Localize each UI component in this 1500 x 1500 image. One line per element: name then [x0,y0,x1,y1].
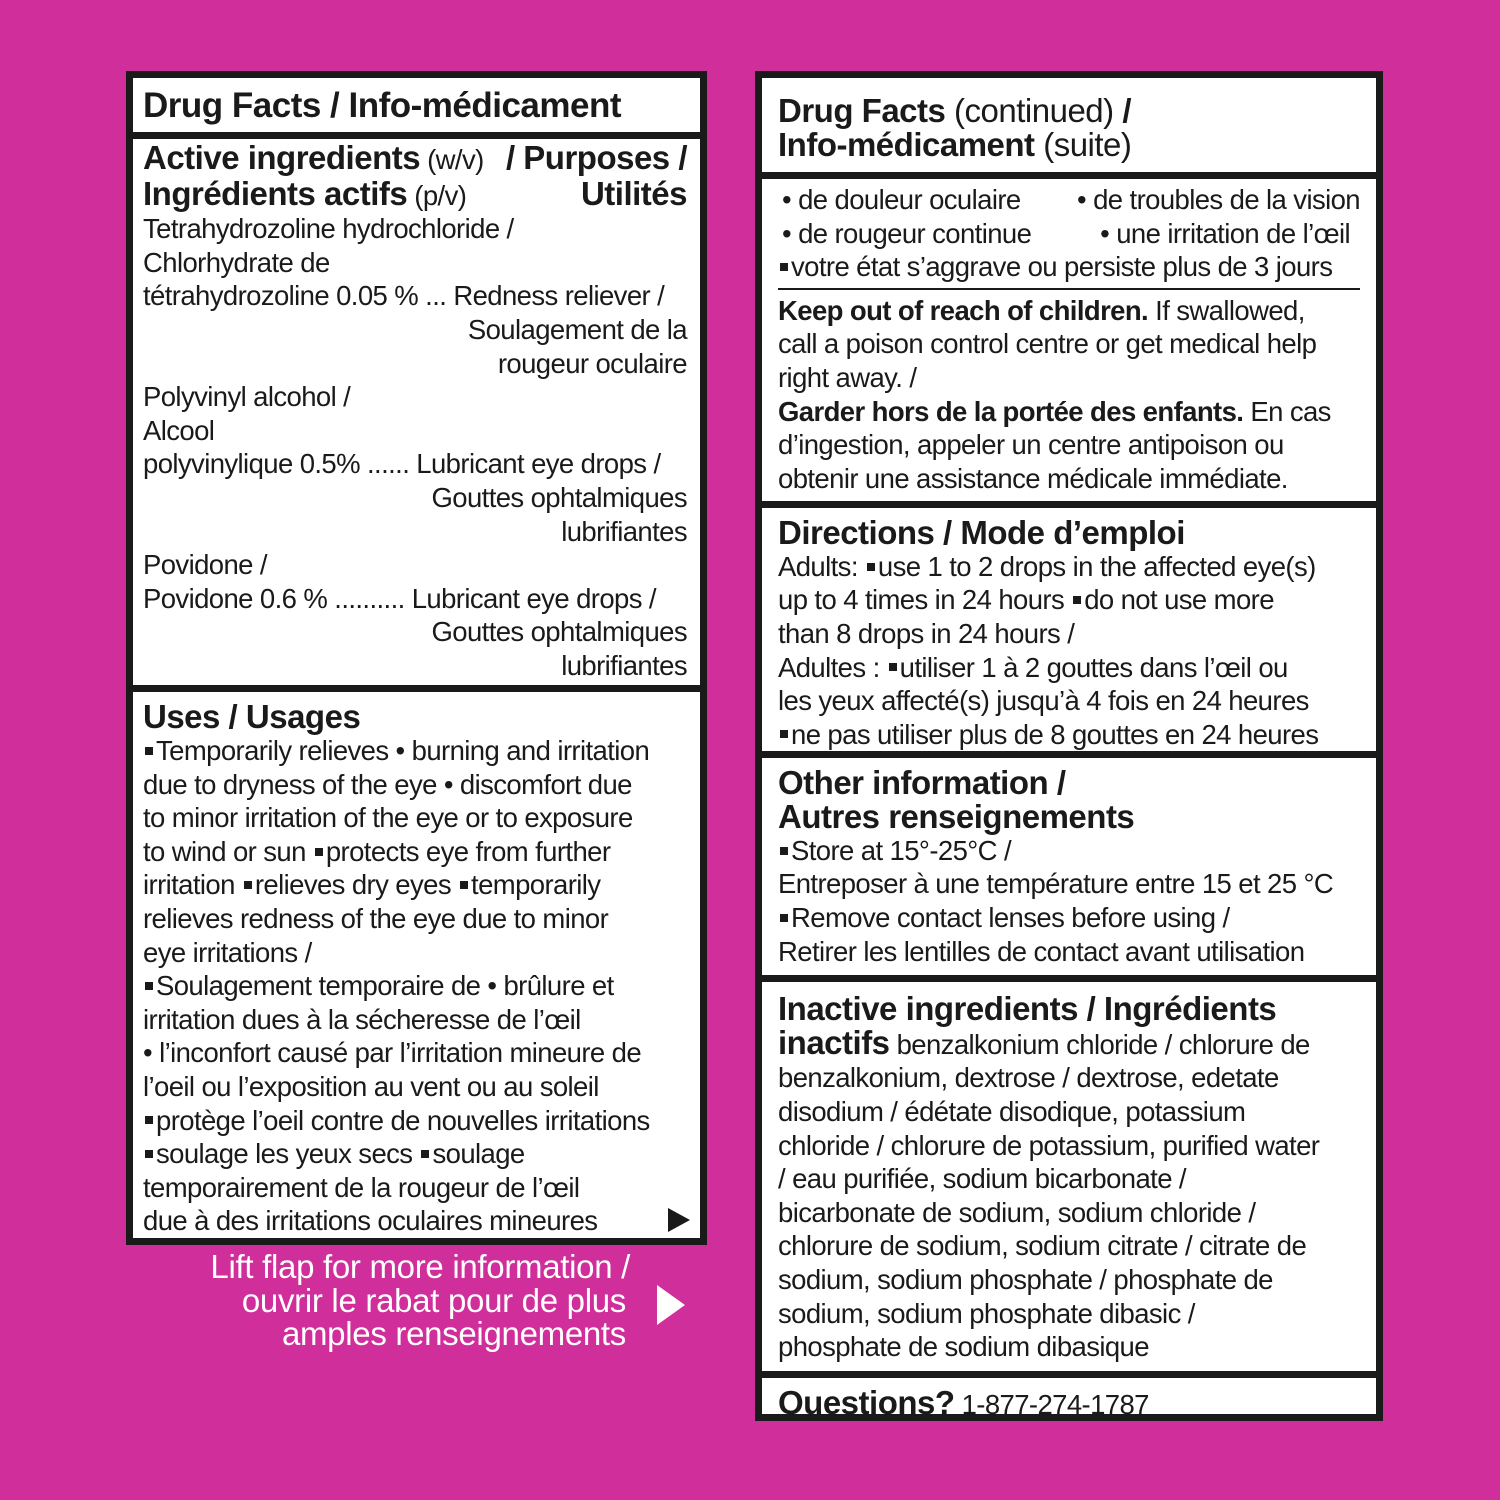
stop-use-row: votre état s’aggrave ou persiste plus de 3 jours [778,250,1360,284]
square-bullet-icon [244,881,252,889]
purpose-line: lubrifiantes [561,515,687,547]
drug-facts-title-section [133,78,700,139]
directions-line: than 8 drops in 24 hours / [778,617,1075,649]
questions-phone: 1-877-274-1787 [954,1388,1149,1420]
inactive-line: sodium, sodium phosphate dibasic / [778,1297,1195,1329]
uses-line: Temporarily relieves • burning and irritation [143,734,690,768]
flap-line: ouvrir le rabat pour de plus [241,1281,626,1319]
uses-line: soulage les yeux secs soulage [143,1137,690,1171]
active-header-row-fr [143,174,687,213]
uses-line: Soulagement temporaire de • brûlure et [143,969,690,1003]
continued-title-line-1: Drug Facts (continued) / [778,92,1131,129]
inactive-ingredients-section: Inactive ingredients / Ingrédients inactifs benzalkonium chloride / chlorure de benzalkonium, dextrose / dextrose, edetate disodium / édétate disodique, potassium chloride / chlorure de potassium, purified water / eau purifiée, sodium bicarbonate / bicarbonate de sodium, sodium chloride / chlorure de sodium, sodium citrate / citrate de sodium, sodium phosphate / phosphate de sodium, sodium phosphate dibasic / phosphate de sodium dibasique [762,982,1376,1378]
ingredient-line: tétrahydrozoline 0.05 % ... Redness reliever / [143,280,665,312]
stop-use-list [762,179,1376,290]
inactive-ingredients-heading-fr: inactifs [778,1023,890,1061]
inactive-line: disodium / édétate disodique, potassium [778,1095,1246,1127]
uses-section [133,692,700,1238]
ingredient-line: Povidone 0.6 % .......... Lubricant eye drops / [143,582,656,614]
purpose-line: Soulagement de la [467,313,687,345]
ingredient-line: Povidone / [143,549,267,581]
other-line: Entreposer à une température entre 15 et 25 °C [778,868,1334,900]
continue-arrow-icon [668,1208,690,1232]
keep-line: d’ingestion, appeler un centre antipoison ou [778,429,1284,461]
continued-title-section [762,78,1376,179]
directions-heading: Directions / Mode d’emploi [778,513,1185,551]
ingredient-line: Polyvinyl alcohol / [143,381,351,413]
directions-section: Directions / Mode d’emploi Adults: use 1 to 2 drops in the affected eye(s) up to 4 times in 24 hours do not use more than 8 drops in 24 hours / Adultes : utiliser 1 à 2 gouttes dans l’œil ou les yeux affecté(s) jusqu’à 4 fois en 24 heures ne pas utiliser plus de 8 gouttes en 24 heures [762,508,1376,758]
active-ingredients-section [133,139,700,692]
other-information-heading: Other information / [778,763,1066,801]
ingredient-line: Tetrahydrozoline hydrochloride / [143,213,514,245]
keep-out-of-reach-section: Keep out of reach of children. If swallowed, call a poison control centre or get medical help right away. / Garder hors de la portée des enfants. En cas d’ingestion, appeler un centre antipoison ou obtenir une assistance médicale immédiate. [762,294,1376,508]
active-unit-fr: (p/v) [407,179,467,211]
square-bullet-icon [421,1150,429,1158]
square-bullet-icon [889,663,897,671]
ingredient-line: polyvinylique 0.5% ...... Lubricant eye drops / [143,448,661,480]
square-bullet-icon [780,263,788,271]
other-information-section: Other information / Autres renseignements Store at 15°-25°C / Entreposer à une température entre 15 et 25 °C Remove contact lenses before using / Retirer les lentilles de contact avant utilisation [762,758,1376,982]
continued-title-line-2: Info-médicament (suite) [778,126,1132,163]
inactive-line: chloride / chlorure de potassium, purified water [778,1129,1320,1161]
keep-out-warning: Keep out of reach of children. [778,294,1149,326]
inactive-ingredients-heading: Inactive ingredients / Ingrédients [778,989,1277,1027]
uses-line: to minor irritation of the eye or to exposure [143,802,633,834]
keep-line: right away. / [778,361,917,393]
uses-line: temporairement de la rougeur de l’œil [143,1171,580,1203]
purpose-line: Gouttes ophtalmiques [431,481,687,513]
uses-line: to wind or sun protects eye from further [143,835,611,867]
uses-line: due à des irritations oculaires mineures [143,1205,598,1237]
square-bullet-icon [145,1116,153,1124]
square-bullet-icon [145,1150,153,1158]
questions-section [762,1378,1376,1422]
keep-line: obtenir une assistance médicale immédiate. [778,462,1288,494]
utilites-heading: Utilités [580,174,687,212]
active-header-row [143,141,687,177]
square-bullet-icon [1073,596,1081,604]
uses-line: due to dryness of the eye • discomfort due [143,768,632,800]
square-bullet-icon [460,881,468,889]
square-bullet-icon [780,730,788,738]
square-bullet-icon [315,848,323,856]
uses-heading: Uses / Usages [143,698,361,735]
active-ingredients-en: Active ingredients [143,139,421,176]
divider [778,288,1360,290]
inactive-line: bicarbonate de sodium, sodium chloride / [778,1196,1256,1228]
flap-line: amples renseignements [281,1315,626,1353]
uses-line: • l’inconfort causé par l’irritation mineure de [143,1037,642,1069]
directions-line: les yeux affecté(s) jusqu’à 4 fois en 24 heures [778,685,1309,717]
square-bullet-icon [145,747,153,755]
flap-line: Lift flap for more information / [210,1248,630,1285]
square-bullet-icon [780,847,788,855]
drug-facts-panel-right [755,71,1383,1421]
uses-line: relieves redness of the eye due to minor [143,902,609,934]
flap-arrow-icon [657,1285,685,1325]
uses-line: irritation dues à la sécheresse de l’œil [143,1003,581,1035]
square-bullet-icon [145,982,153,990]
uses-line: eye irritations / [143,936,312,968]
purpose-line: lubrifiantes [561,649,687,681]
uses-line: irritation relieves dry eyes temporarily [143,869,601,901]
inactive-line: phosphate de sodium dibasique [778,1331,1149,1363]
drug-facts-title: Drug Facts / Info-médicament [143,86,622,125]
other-information-heading-fr: Autres renseignements [778,797,1135,835]
inactive-line: sodium, sodium phosphate / phosphate de [778,1263,1273,1295]
square-bullet-icon [867,563,875,571]
purposes-heading: / Purposes / [505,139,687,176]
ingredient-line: Chlorhydrate de [143,246,330,278]
purpose-line: Gouttes ophtalmiques [431,616,687,648]
stop-use-row: • de rougeur continue • une irritation de l’œil [782,217,1350,249]
purpose-line: rougeur oculaire [497,347,687,379]
other-line: Retirer les lentilles de contact avant utilisation [778,935,1305,967]
questions-label: Questions? [778,1383,955,1421]
ingredient-line: Alcool [143,414,215,446]
stop-use-row: • de douleur oculaire • de troubles de la vision [782,184,1360,215]
lift-flap-note [140,1250,630,1351]
keep-line: call a poison control centre or get medical help [778,328,1317,360]
inactive-line: chlorure de sodium, sodium citrate / citrate de [778,1230,1307,1262]
inactive-line: / eau purifiée, sodium bicarbonate / [778,1163,1186,1195]
inactive-line: benzalkonium, dextrose / dextrose, edetate [778,1062,1279,1094]
active-ingredients-heading [143,141,484,177]
active-ingredients-fr: Ingrédients actifs [143,174,408,212]
square-bullet-icon [780,914,788,922]
uses-line: l’oeil ou l’exposition au vent ou au soleil [143,1070,599,1102]
drug-facts-panel-left [126,71,707,1245]
active-unit-en: (w/v) [420,144,484,175]
keep-out-warning-fr: Garder hors de la portée des enfants. [778,395,1244,427]
uses-line: protège l’oeil contre de nouvelles irritations [143,1104,690,1138]
